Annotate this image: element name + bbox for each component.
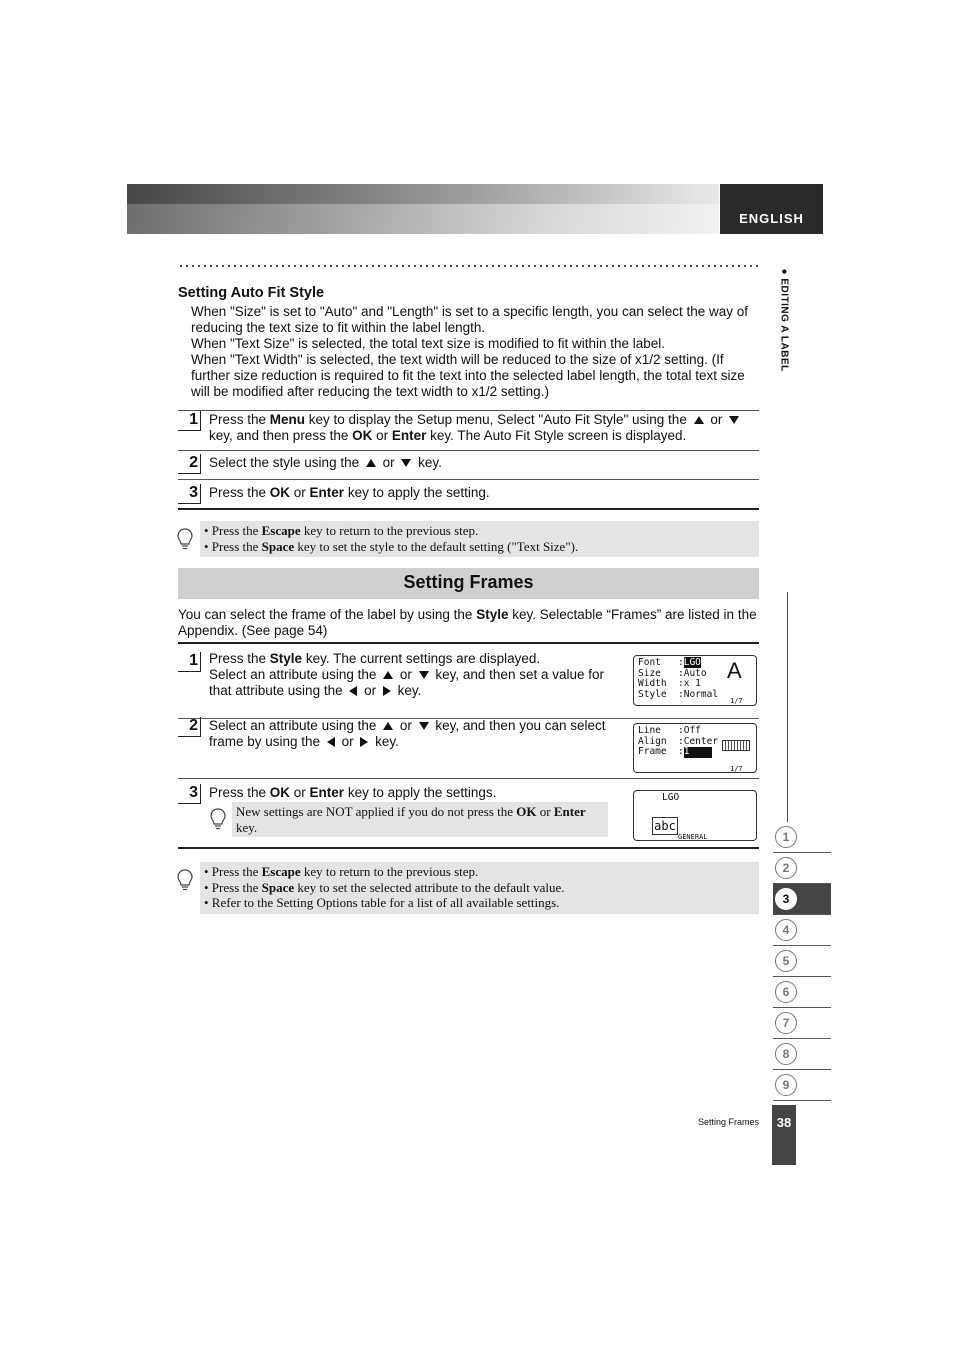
step-number: 3 xyxy=(178,784,201,804)
left-arrow-icon xyxy=(349,686,357,696)
chapter-tab-2[interactable]: 2 xyxy=(773,853,831,884)
step-number: 3 xyxy=(178,484,201,504)
step-item xyxy=(178,410,759,451)
tip-line: • Press the Escape key to return to the previous step. xyxy=(204,864,479,879)
chapter-tabs xyxy=(773,822,831,1101)
up-arrow-icon xyxy=(366,459,376,467)
tip-box: New settings are NOT applied if you do not press the OK or Enter key. xyxy=(232,802,608,837)
page-number: 38 xyxy=(772,1105,796,1165)
up-arrow-icon xyxy=(694,416,704,424)
tip-line: • Refer to the Setting Options table for a list of all available settings. xyxy=(204,895,560,910)
tip-box xyxy=(200,862,759,914)
down-arrow-icon xyxy=(419,722,429,730)
lightbulb-icon xyxy=(210,808,226,830)
up-arrow-icon xyxy=(383,722,393,730)
frame-preview xyxy=(722,740,750,751)
language-label: ENGLISH xyxy=(720,184,823,234)
step-text: Press the Style key. The current settings are displayed. Select an attribute using the or key, and then set a value for that attribute using the or key. xyxy=(209,651,604,698)
chapter-tab-8[interactable]: 8 xyxy=(773,1039,831,1070)
left-arrow-icon xyxy=(327,737,335,747)
step-number: 1 xyxy=(178,652,201,672)
right-arrow-icon xyxy=(360,737,368,747)
step-text: Select an attribute using the or key, and then you can select frame by using the or key. xyxy=(209,718,606,749)
right-arrow-icon xyxy=(383,686,391,696)
side-chapter-label: ● EDITING A LABEL xyxy=(778,268,790,372)
step-item xyxy=(178,454,759,480)
down-arrow-icon xyxy=(419,671,429,679)
chapter-tab-7[interactable]: 7 xyxy=(773,1008,831,1039)
tab-divider-line xyxy=(787,592,788,822)
step-number: 2 xyxy=(178,454,201,474)
step-number: 1 xyxy=(178,411,201,431)
section-heading-auto-fit: Setting Auto Fit Style xyxy=(178,285,325,301)
chapter-tab-4[interactable]: 4 xyxy=(773,915,831,946)
down-arrow-icon xyxy=(401,459,411,467)
step-text: Press the OK or Enter key to apply the setting. xyxy=(209,485,490,500)
step-number: 2 xyxy=(178,717,201,737)
section-heading-setting-frames: Setting Frames xyxy=(178,568,759,599)
tip-line: • Press the Escape key to return to the previous step. xyxy=(204,523,479,538)
dotted-divider xyxy=(178,264,758,268)
footer-section-title: Setting Frames xyxy=(697,1117,759,1127)
chapter-tab-5[interactable]: 5 xyxy=(773,946,831,977)
up-arrow-icon xyxy=(383,671,393,679)
down-arrow-icon xyxy=(729,416,739,424)
auto-fit-description: When "Size" is set to "Auto" and "Length" is set to a specific length, you can select the way of reducing the text size to fit within the label length. When "Text Size" is selected, the total text size is modified to fit within the label. When "Text Width" is selected, the text width will be reduced to the size of x1/2 setting. (If further size reduction is required to fit the text into the selected label length, the total text size will be modified after reducing the text width to x1/2 setting.) xyxy=(191,304,749,399)
tip-line: • Press the Space key to set the style to the default setting ("Text Size"). xyxy=(204,538,579,554)
chapter-tab-3[interactable]: 3 xyxy=(773,884,831,915)
lightbulb-icon xyxy=(177,869,193,891)
chapter-tab-1[interactable]: 1 xyxy=(773,822,831,853)
frames-intro: You can select the frame of the label by using the Style key. Selectable “Frames” are listed in the Appendix. (See page 54) xyxy=(178,607,757,638)
header-banner xyxy=(127,184,719,234)
tip-box xyxy=(200,521,759,557)
lcd-screen-frame: Line :Off Align :Center Frame :1 1/7 xyxy=(633,723,757,773)
step-item xyxy=(178,484,759,510)
step-text: Press the Menu key to display the Setup menu, Select "Auto Fit Style" using the or key, and then press the OK or Enter key. The Auto Fit Style screen is displayed. xyxy=(209,412,757,444)
chapter-tab-6[interactable]: 6 xyxy=(773,977,831,1008)
lightbulb-icon xyxy=(177,528,193,550)
step-text: Press the OK or Enter key to apply the settings. xyxy=(209,785,497,800)
step-text: Select the style using the or key. xyxy=(209,455,442,470)
tip-line: • Press the Space key to set the selected attribute to the default value. xyxy=(204,879,565,895)
lcd-screen-style: Font :LGO Size :Auto Width :x 1 Style :Normal A 1/7 xyxy=(633,655,757,706)
lcd-screen-text: LGO abc GENERAL xyxy=(633,790,757,841)
chapter-tab-9[interactable]: 9 xyxy=(773,1070,831,1101)
